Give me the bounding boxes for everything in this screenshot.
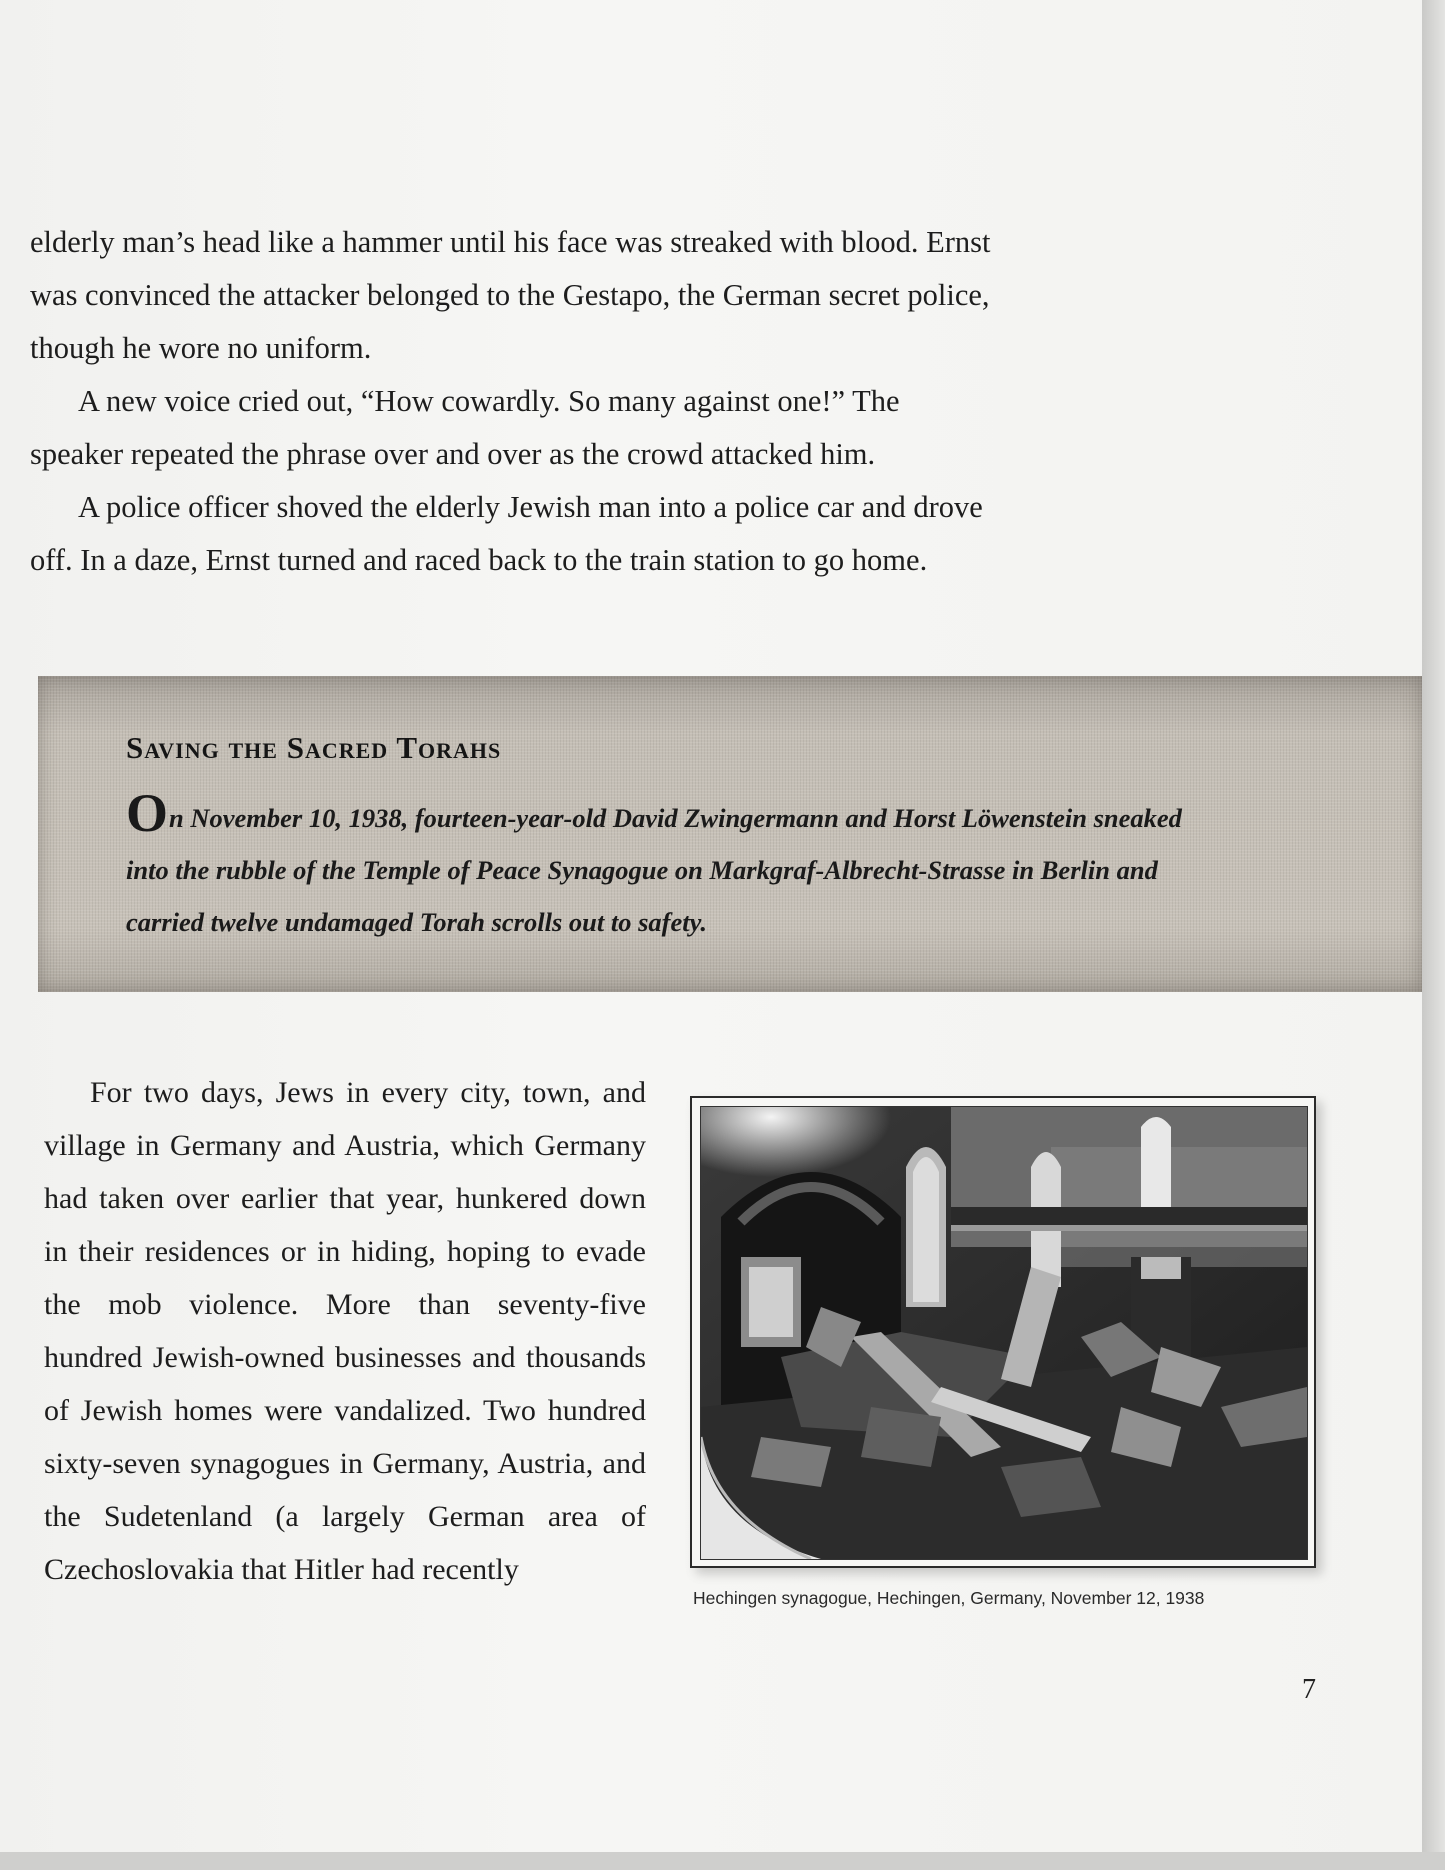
paragraph-2: A new voice cried out, “How cowardly. So many against one!” The speaker repeated the phrase over and over as the crowd attacked him. (30, 384, 900, 471)
paragraph-4: For two days, Jews in every city, town, and village in Germany and Austria, which Germany had taken over earlier that year, hunkered down in their residences or in hiding, hoping to evade the mob violence. More than seventy-five hundred Jewish-owned businesses and thousands of Jewish homes were vandalized. Two hundred sixty-seven synagogues in Germany, Austria, and the Sudetenland (a largely German area of Czechoslovakia that Hitler had recently (44, 1076, 646, 1586)
drop-cap: O (126, 783, 169, 843)
bottom-text-block (44, 1066, 646, 1596)
synagogue-photo (700, 1106, 1308, 1560)
page-number: 7 (1302, 1674, 1316, 1705)
photo-caption: Hechingen synagogue, Hechingen, Germany, November 12, 1938 (693, 1588, 1205, 1608)
page-edge (1422, 0, 1445, 1870)
table-surface (0, 1852, 1445, 1870)
top-text-block (30, 216, 1000, 587)
sidebar-text (126, 783, 1206, 948)
paragraph-3: A police officer shoved the elderly Jewish man into a police car and drove off. In a daze, Ernst turned and raced back to the train station to go home. (30, 490, 983, 577)
sidebar-title: Saving the Sacred Torahs (126, 730, 502, 765)
paragraph-1: elderly man’s head like a hammer until his face was streaked with blood. Ernst was convinced the attacker belonged to the Gestapo, the German secret police, though he wore no uniform. (30, 225, 991, 365)
photo-frame (690, 1096, 1316, 1568)
sidebar-body: n November 10, 1938, fourteen-year-old David Zwingermann and Horst Löwenstein sneaked into the rubble of the Temple of Peace Synagogue on Markgraf-Albrecht-Strasse in Berlin and carried twelve undamaged Torah scrolls out to safety. (126, 803, 1182, 937)
